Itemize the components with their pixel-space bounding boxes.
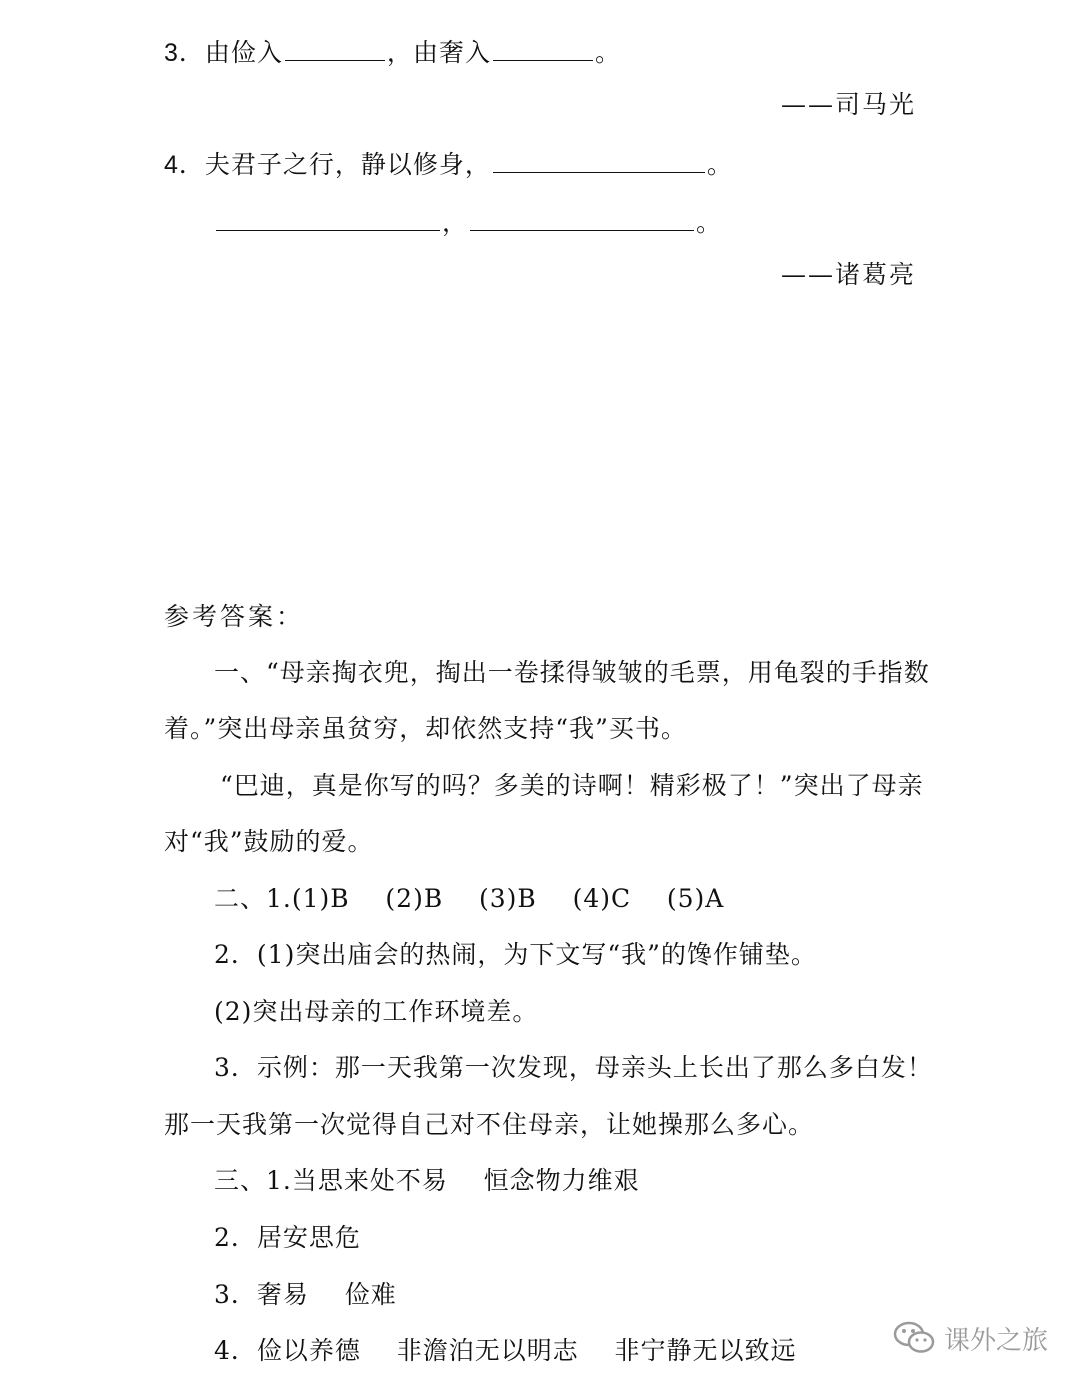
watermark-text: 课外之旅 <box>943 1325 1048 1356</box>
answer-line: 3．示例：那一天我第一次发现，母亲头上长出了那么多白发！ <box>214 1053 933 1082</box>
answer-line: 那一天我第一次觉得自己对不住母亲，让她操那么多心。 <box>164 1110 815 1139</box>
attribution: ——诸葛亮 <box>780 260 916 289</box>
wechat-icon <box>892 1318 936 1358</box>
punctuation: 。 <box>696 208 723 237</box>
answer-line: 4．俭以养德 非澹泊无以明志 非宁静无以致远 <box>214 1336 797 1365</box>
punctuation: 。 <box>594 38 621 67</box>
answer-blank <box>493 148 705 173</box>
watermark <box>892 1318 1048 1358</box>
answers-heading: 参考答案： <box>164 602 305 631</box>
question-number: 3． <box>164 39 205 67</box>
answer-blank <box>470 206 694 231</box>
punctuation: 。 <box>706 150 733 179</box>
question-3 <box>164 36 621 68</box>
question-number: 4． <box>164 151 205 179</box>
answer-blank <box>493 36 593 61</box>
attribution: ——司马光 <box>780 90 916 119</box>
punctuation: ， <box>386 38 413 67</box>
answer-blank <box>216 206 440 231</box>
answer-line: 二、1.(1)B (2)B (3)B (4)C (5)A <box>214 884 725 913</box>
question-text: 夫君子之行，静以修身， <box>204 150 491 179</box>
answer-line: 2．(1)突出庙会的热闹，为下文写“我”的馋作铺垫。 <box>214 940 817 969</box>
question-text: 由奢入 <box>412 38 491 67</box>
answer-line: 3．奢易 俭难 <box>214 1280 397 1309</box>
answer-blank <box>285 36 385 61</box>
question-4-line-2 <box>214 206 722 238</box>
answer-line: (2)突出母亲的工作环境差。 <box>214 997 539 1026</box>
answer-line: 着。”突出母亲虽贫穷，却依然支持“我”买书。 <box>164 714 687 743</box>
question-4 <box>164 148 733 180</box>
punctuation: ， <box>442 208 469 237</box>
question-text: 由俭入 <box>204 38 283 67</box>
answer-line: “巴迪，真是你写的吗？多美的诗啊！精彩极了！”突出了母亲 <box>220 771 924 800</box>
answer-line: 一、“母亲掏衣兜，掏出一卷揉得皱皱的毛票，用龟裂的手指数 <box>214 658 930 687</box>
answer-line: 对“我”鼓励的爱。 <box>164 827 374 856</box>
answer-line: 2．居安思危 <box>214 1223 361 1252</box>
answer-line: 三、1.当思来处不易 恒念物力维艰 <box>214 1166 640 1195</box>
